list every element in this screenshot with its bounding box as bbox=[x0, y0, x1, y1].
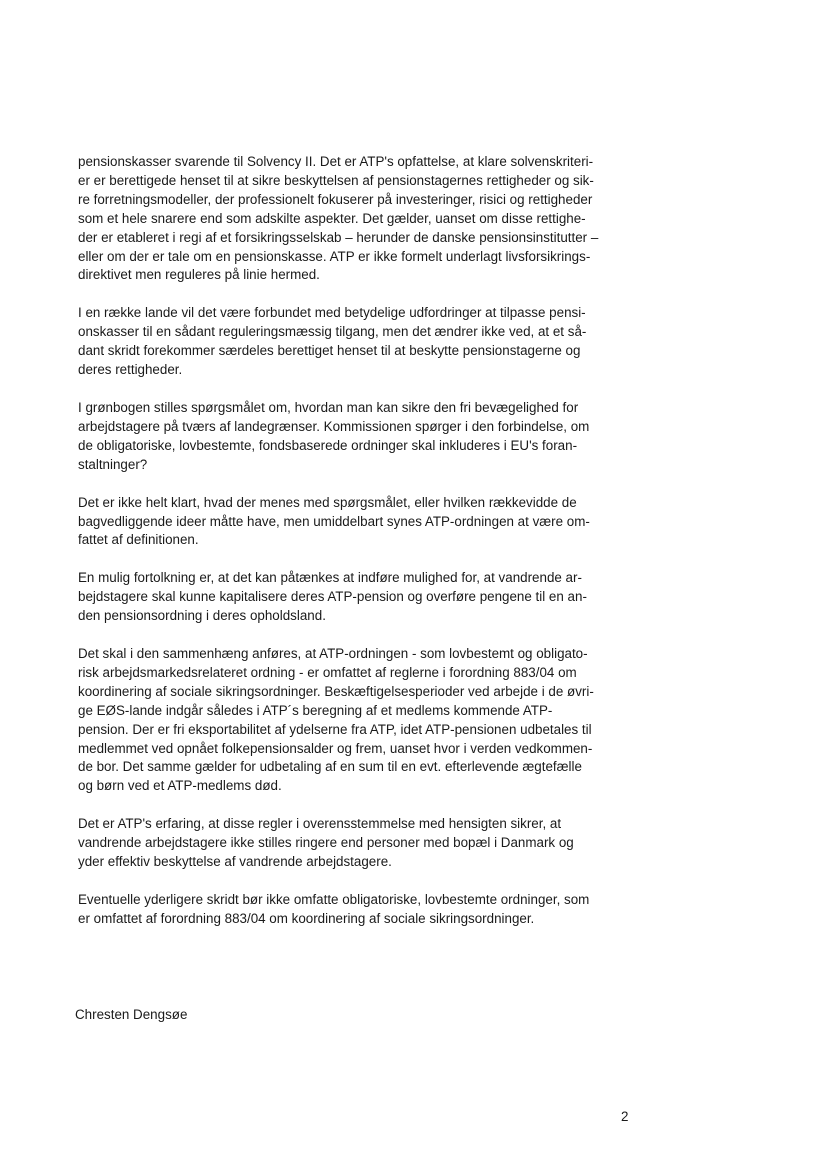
text-line: som et hele snarere end som adskilte aspekter. Det gælder, uanset om disse rettighe- bbox=[78, 210, 586, 226]
text-line: I grønbogen stilles spørgsmålet om, hvordan man kan sikre den fri bevægelighed for bbox=[78, 399, 579, 415]
text-line: yder effektiv beskyttelse af vandrende arbejdstagere. bbox=[78, 854, 392, 870]
text-line: medlemmet ved opnået folkepensionsalder og frem, uanset hvor i verden vedkommen- bbox=[78, 740, 593, 756]
text-line: de obligatoriske, lovbestemte, fondsbaserede ordninger skal inkluderes i EU's foran- bbox=[78, 437, 578, 453]
paragraph bbox=[78, 304, 640, 380]
text-line: ge EØS-lande indgår således i ATP´s beregning af et medlems kommende ATP- bbox=[78, 702, 553, 718]
text-line: de bor. Det samme gælder for udbetaling af en sum til en evt. efterlevende ægtefælle bbox=[78, 759, 582, 775]
paragraph bbox=[78, 494, 640, 551]
text-line: er omfattet af forordning 883/04 om koordinering af sociale sikringsordninger. bbox=[78, 910, 535, 926]
text-line: eller om der er tale om en pensionskasse. ATP er ikke formelt underlagt livsforsikrings- bbox=[78, 248, 591, 264]
paragraph bbox=[78, 815, 640, 872]
text-line: koordinering af sociale sikringsordninger. Beskæftigelsesperioder ved arbejde i de øvri- bbox=[78, 683, 594, 699]
text-line: dant skridt forekommer særdeles berettiget henset til at beskytte pensionstagerne og bbox=[78, 343, 581, 359]
text-line: Det skal i den sammenhæng anføres, at ATP-ordningen - som lovbestemt og obligato- bbox=[78, 646, 588, 662]
text-line: re forretningsmodeller, der professionelt fokuserer på investeringer, risici og rettigheder bbox=[78, 191, 593, 207]
paragraph bbox=[78, 891, 640, 929]
text-line: arbejdstagere på tværs af landegrænser. Kommissionen spørger i den forbindelse, om bbox=[78, 418, 590, 434]
text-line: den pensionsordning i deres opholdsland. bbox=[78, 608, 326, 624]
text-line: I en række lande vil det være forbundet med betydelige udfordringer at tilpasse pensi- bbox=[78, 305, 586, 321]
paragraph bbox=[78, 645, 640, 796]
paragraph bbox=[78, 399, 640, 475]
text-line: risk arbejdsmarkedsrelateret ordning - er omfattet af reglerne i forordning 883/04 om bbox=[78, 664, 577, 680]
paragraph bbox=[78, 569, 640, 626]
text-line: onskasser til en sådant reguleringsmæssig tilgang, men det ændrer ikke ved, at et så- bbox=[78, 324, 587, 340]
text-line: Det er ikke helt klart, hvad der menes med spørgsmålet, eller hvilken rækkevidde de bbox=[78, 494, 577, 510]
text-line: deres rettigheder. bbox=[78, 362, 183, 378]
text-line: fattet af definitionen. bbox=[78, 532, 199, 548]
text-line: Det er ATP's erfaring, at disse regler i overensstemmelse med hensigten sikrer, at bbox=[78, 816, 562, 832]
document-body bbox=[78, 153, 640, 948]
signature: Chresten Dengsøe bbox=[75, 1007, 188, 1022]
page-number: 2 bbox=[621, 1109, 629, 1124]
text-line: direktivet men reguleres på linie hermed. bbox=[78, 267, 320, 283]
text-line: der er etableret i regi af et forsikringsselskab – herunder de danske pensionsinstitutter – bbox=[78, 229, 599, 245]
text-line: En mulig fortolkning er, at det kan påtænkes at indføre mulighed for, at vandrende ar- bbox=[78, 570, 582, 586]
text-line: bejdstagere skal kunne kapitalisere deres ATP-pension og overføre pengene til en an- bbox=[78, 589, 587, 605]
text-line: vandrende arbejdstagere ikke stilles ringere end personer med bopæl i Danmark og bbox=[78, 835, 574, 851]
text-line: pensionskasser svarende til Solvency II. Det er ATP's opfattelse, at klare solvenskriteri- bbox=[78, 154, 594, 169]
text-line: pension. Der er fri eksportabilitet af ydelserne fra ATP, idet ATP-pensionen udbetales til bbox=[78, 721, 592, 737]
text-line: staltninger? bbox=[78, 456, 148, 472]
text-line: er er berettigede henset til at sikre beskyttelsen af pensionstagernes rettigheder og sik- bbox=[78, 172, 594, 188]
text-line: bagvedliggende ideer måtte have, men umiddelbart synes ATP-ordningen at være om- bbox=[78, 513, 590, 529]
text-line: Eventuelle yderligere skridt bør ikke omfatte obligatoriske, lovbestemte ordninger, som bbox=[78, 892, 590, 907]
text-line: og børn ved et ATP-medlems død. bbox=[78, 778, 282, 794]
paragraph bbox=[78, 153, 640, 285]
